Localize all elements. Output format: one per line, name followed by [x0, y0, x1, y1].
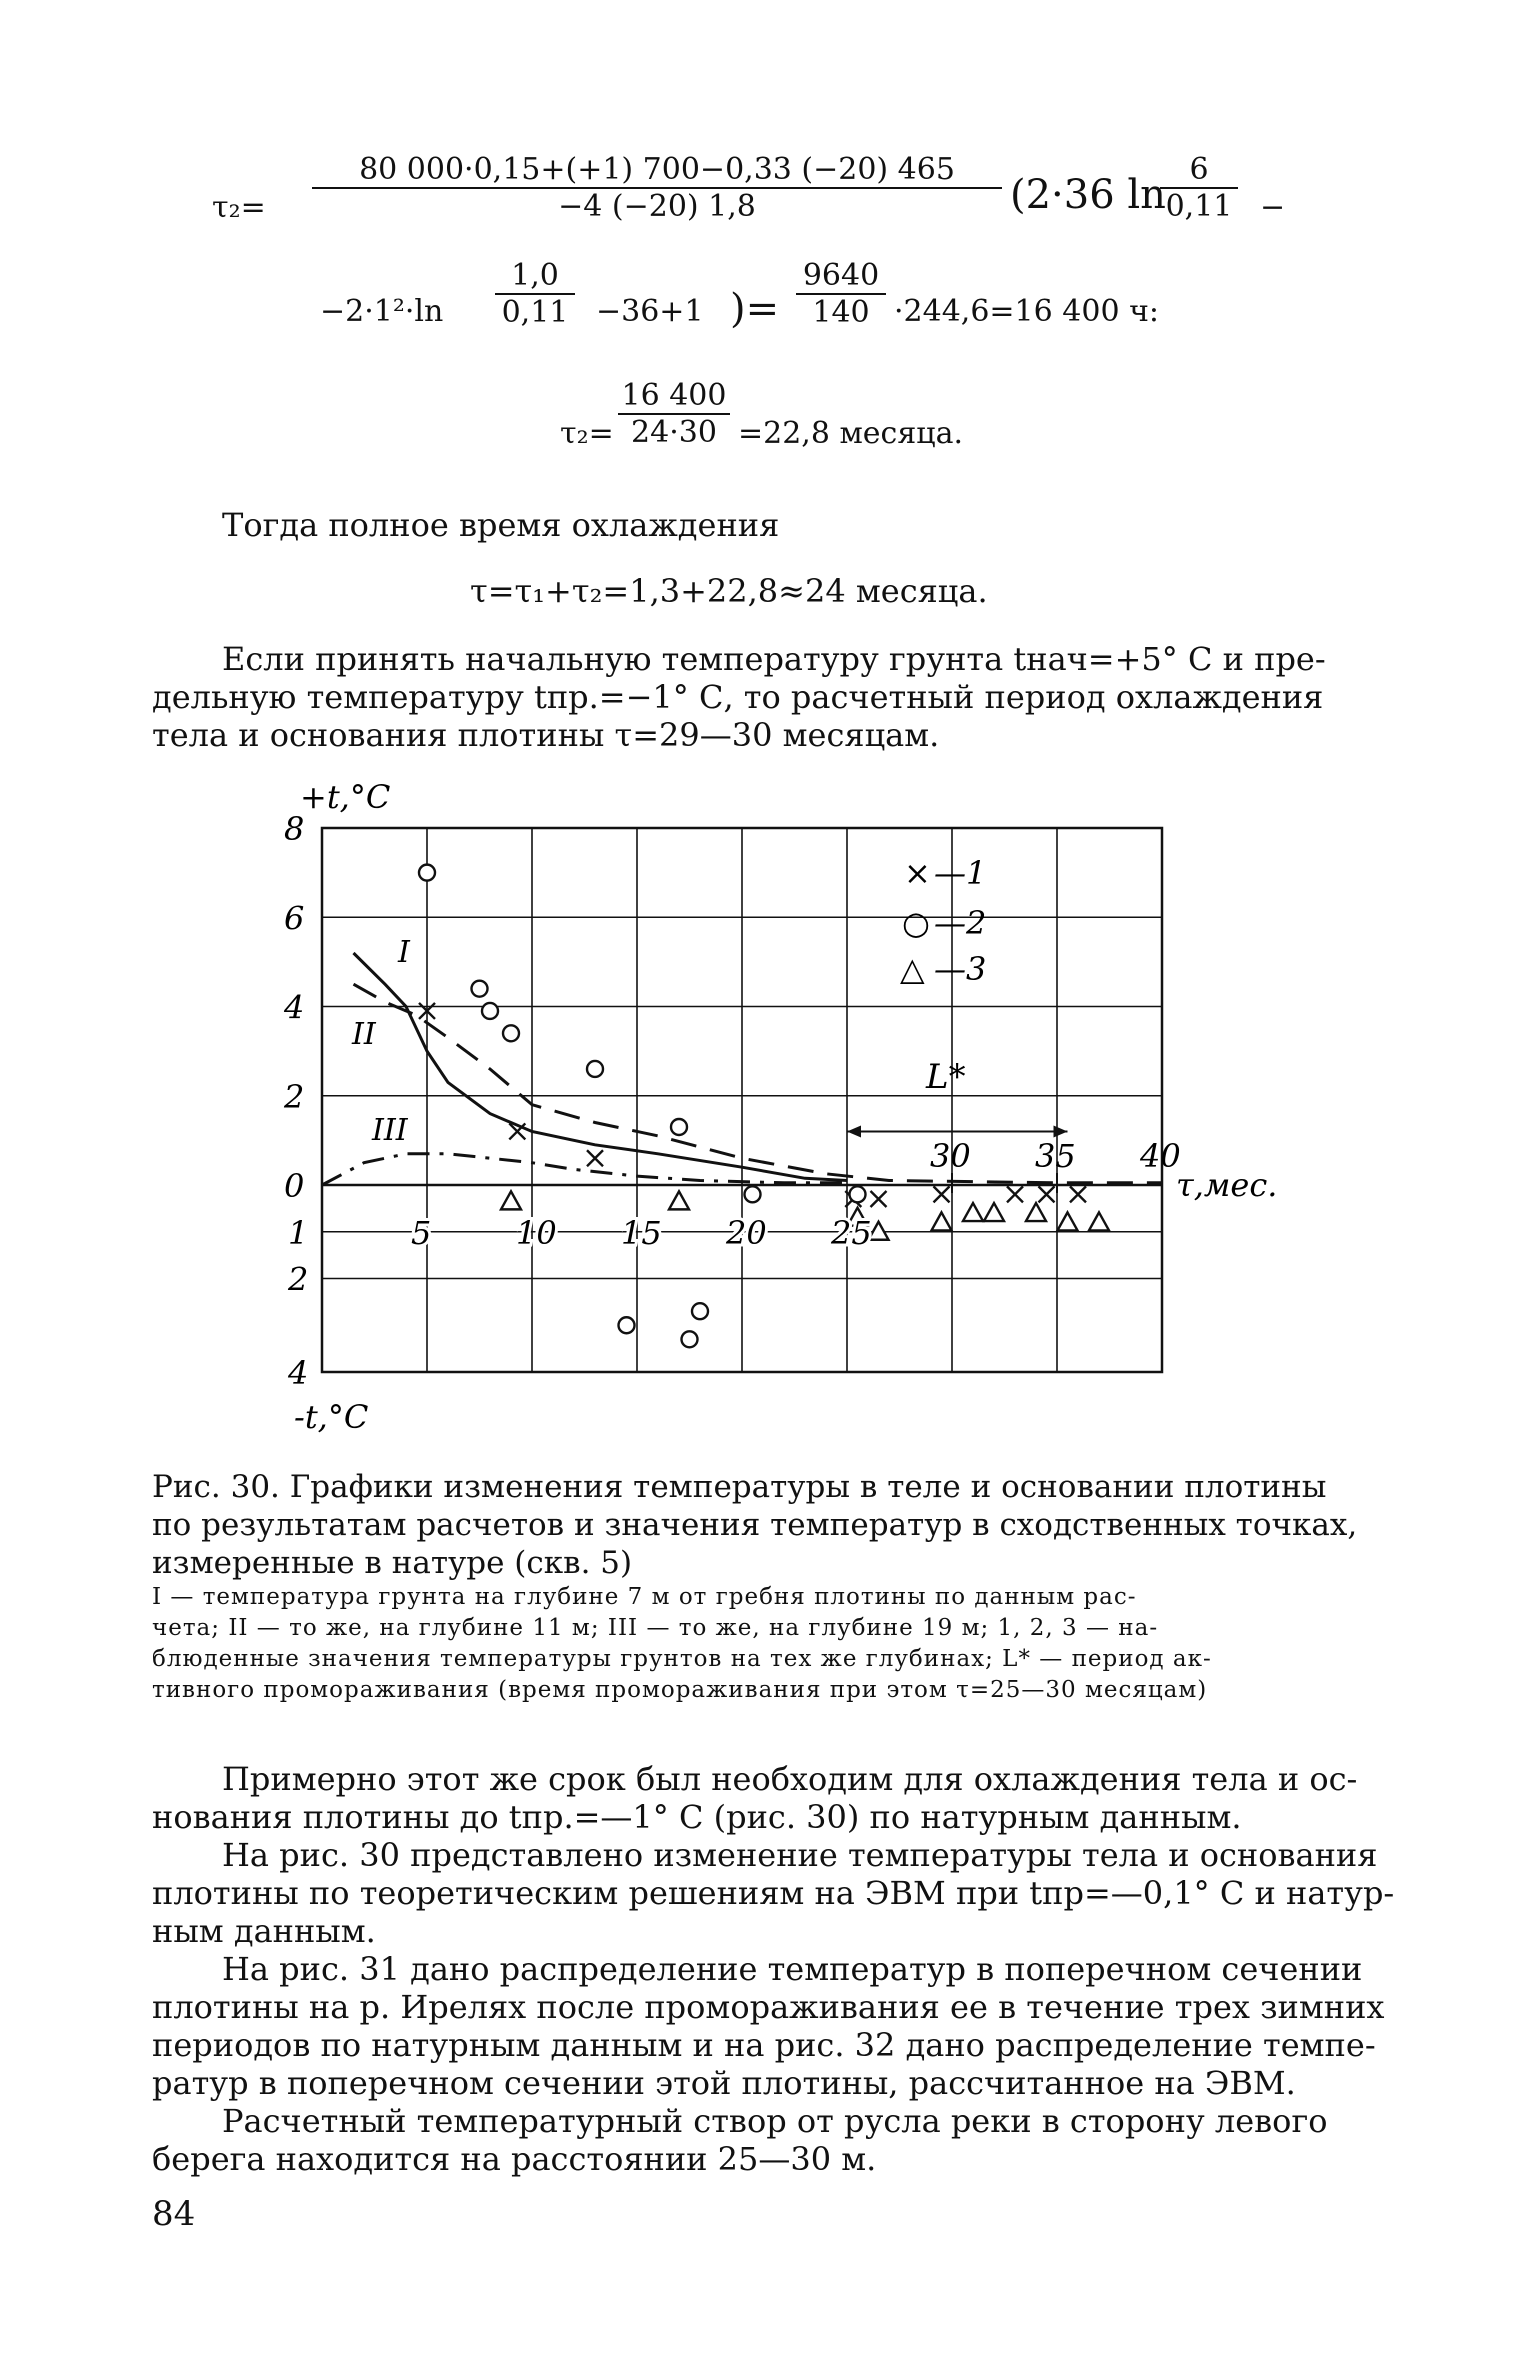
eq1-lhs: τ₂= [212, 190, 266, 225]
paragraph-3-line: плотины по теоретическим решениям на ЭВМ при tпр=—0,1° С и натур- [152, 1874, 1395, 1912]
marker-cross [1070, 1186, 1086, 1202]
eq3-denominator: 24·30 [631, 415, 717, 450]
eq1-denominator: −4 (−20) 1,8 [558, 189, 756, 224]
period-arrow-head-left [847, 1125, 861, 1137]
legend-note-line: тивного промораживания (время промораживания при этом τ=25—30 месяцам) [152, 1677, 1208, 1703]
legend-note-line: чета; II — то же, на глубине 11 м; III — то же, на глубине 19 м; 1, 2, 3 — на- [152, 1615, 1159, 1641]
marker-circle [850, 1186, 866, 1202]
eq2-numerator: 1,0 [511, 258, 559, 293]
paragraph-4-line: ратур в поперечном сечении этой плотины, рассчитанное на ЭВМ. [152, 2064, 1296, 2102]
marker-circle [482, 1003, 498, 1019]
paragraph-4-line: плотины на р. Ирелях после промораживания ее в течение трех зимних [152, 1988, 1385, 2026]
eq2-result-numerator: 9640 [802, 258, 880, 293]
marker-circle [692, 1303, 708, 1319]
x-tick-label: 30 [930, 1137, 971, 1175]
chart-markers [419, 865, 1109, 1348]
marker-circle [671, 1119, 687, 1135]
marker-triangle [984, 1203, 1004, 1221]
marker-cross [587, 1150, 603, 1166]
total-equation: τ=τ₁+τ₂=1,3+22,8≈24 месяца. [470, 572, 988, 610]
marker-triangle [1089, 1212, 1109, 1230]
paragraph-2 [152, 1760, 1374, 1836]
marker-triangle [932, 1212, 952, 1230]
x-axis-label: τ,мес. [1176, 1166, 1278, 1204]
marker-cross [1039, 1186, 1055, 1202]
series-line-III [322, 1154, 847, 1185]
curve-label-II: II [352, 1017, 376, 1052]
marker-cross [871, 1191, 887, 1207]
marker-triangle [669, 1191, 689, 1209]
paragraph-1-line: дельную температуру tпр.=−1° С, то расчетный период охлаждения [152, 678, 1324, 716]
paragraph-4-line: На рис. 31 дано распределение температур в поперечном сечении [222, 1950, 1363, 1988]
legend-symbol-3: △ [900, 950, 925, 988]
eq3-lhs: τ₂= [560, 416, 614, 451]
caption-line: измеренные в натуре (скв. 5) [152, 1545, 633, 1581]
eq3-tail: =22,8 месяца. [738, 416, 963, 451]
y-tick-label: 0 [284, 1167, 305, 1205]
y-tick-label: 4 [284, 988, 305, 1027]
eq1-paren: (2·36 ln [1010, 172, 1166, 218]
eq2-close: )= [730, 286, 780, 332]
x-tick-label: 20 [726, 1213, 767, 1252]
caption-line: по результатам расчетов и значения температур в сходственных точках, [152, 1507, 1358, 1543]
eq2-result-denominator: 140 [812, 295, 870, 330]
marker-circle [503, 1025, 519, 1041]
figure-caption [152, 1468, 1357, 1582]
legend-symbol-2: ○ [902, 904, 930, 942]
paragraph-5-line: Расчетный температурный створ от русла реки в сторону левого [222, 2102, 1328, 2140]
paragraph-2-line: Примерно этот же срок был необходим для охлаждения тела и ос- [222, 1760, 1358, 1798]
eq1-tail: − [1260, 190, 1286, 225]
paragraph-3 [152, 1836, 1395, 1950]
marker-triangle [1058, 1212, 1078, 1230]
curve-label-III: III [372, 1113, 408, 1148]
y-axis-label-top: +t,°C [300, 778, 391, 816]
y-tick-label: 2 [284, 1077, 305, 1116]
eq1-ln-numerator: 6 [1189, 152, 1209, 187]
marker-cross [934, 1186, 950, 1202]
eq2-mid: −36+1 [596, 294, 704, 329]
x-tick-label: 15 [621, 1213, 662, 1252]
y-tick-label: 4 [288, 1354, 309, 1392]
total-intro: Тогда полное время охлаждения [222, 506, 780, 544]
y-tick-label: 2 [288, 1260, 309, 1299]
eq1-numerator: 80 000·0,15+(+1) 700−0,33 (−20) 465 [359, 152, 955, 187]
legend-label-3: —3 [934, 950, 987, 988]
x-tick-label: 25 [831, 1213, 872, 1252]
legend-note-line: блюденные значения температуры грунтов на тех же глубинах; L* — период ак- [152, 1646, 1212, 1672]
curve-label-I: I [398, 935, 410, 970]
marker-triangle [501, 1191, 521, 1209]
marker-triangle [1026, 1203, 1046, 1221]
eq2-denominator: 0,11 [501, 295, 569, 330]
paragraph-4 [152, 1950, 1385, 2102]
y-axis-label-bottom: -t,°C [294, 1398, 369, 1436]
marker-triangle [963, 1203, 983, 1221]
paragraph-3-line: На рис. 30 представлено изменение температуры тела и основания [222, 1836, 1378, 1874]
eq1-ln-denominator: 0,11 [1165, 189, 1233, 224]
marker-circle [472, 981, 488, 997]
marker-circle [745, 1186, 761, 1202]
x-tick-label: 35 [1035, 1137, 1076, 1175]
marker-circle [619, 1317, 635, 1333]
y-tick-label: 1 [288, 1213, 309, 1252]
paragraph-1-line: Если принять начальную температуру грунта tнач=+5° С и пре- [222, 640, 1326, 678]
paragraph-4-line: периодов по натурным данным и на рис. 32 дано распределение темпе- [152, 2026, 1376, 2064]
legend-symbol-1: × [904, 854, 931, 892]
marker-circle [587, 1061, 603, 1077]
chart-grid [322, 828, 1162, 1372]
x-tick-label: 40 [1140, 1137, 1181, 1175]
paragraph-1-line: тела и основания плотины τ=29—30 месяцам. [152, 716, 940, 754]
eq2-tail: ·244,6=16 400 ч: [894, 294, 1160, 329]
period-arrow-head-right [1054, 1125, 1068, 1137]
caption-line: Рис. 30. Графики изменения температуры в теле и основании плотины [152, 1469, 1327, 1505]
x-tick-label: 5 [411, 1213, 432, 1252]
paragraph-2-line: нования плотины до tпр.=—1° С (рис. 30) по натурным данным. [152, 1798, 1242, 1836]
paragraph-3-line: ным данным. [152, 1912, 376, 1950]
eq2-lead: −2·1²·ln [320, 294, 444, 329]
legend-label-2: —2 [934, 904, 987, 942]
marker-cross [1007, 1186, 1023, 1202]
legend-label-1: —1 [934, 854, 987, 892]
y-tick-label: 8 [284, 810, 305, 848]
paragraph-5-line: берега находится на расстоянии 25—30 м. [152, 2140, 877, 2178]
x-tick-label: 10 [516, 1213, 557, 1252]
figure-legend-note [152, 1582, 1212, 1706]
paragraph-5 [152, 2102, 1374, 2178]
marker-circle [682, 1331, 698, 1347]
period-label: L* [926, 1057, 966, 1097]
eq3-numerator: 16 400 [621, 378, 727, 413]
page-number: 84 [152, 2194, 196, 2234]
y-tick-label: 6 [284, 899, 305, 938]
legend-note-line: I — температура грунта на глубине 7 м от гребня плотины по данным рас- [152, 1584, 1137, 1610]
marker-circle [419, 865, 435, 881]
